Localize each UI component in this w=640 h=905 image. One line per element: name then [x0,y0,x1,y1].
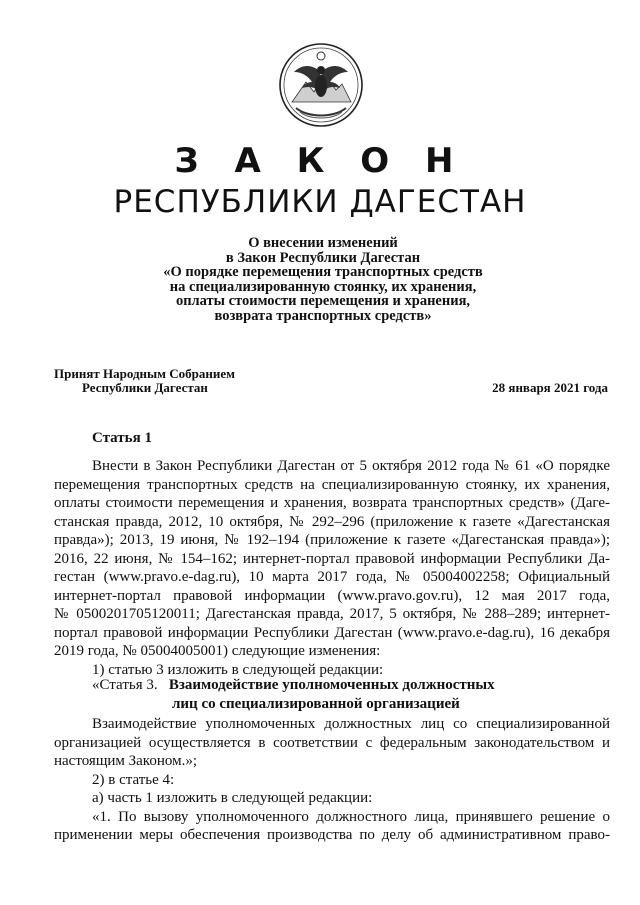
paragraph-line: 2019 года, № 05004005001) следующие изменения: [54,643,381,659]
subject-line: в Закон Республики Дагестан [225,249,421,266]
quote-line: применении меры обеспечения производства по делу об административном право- [54,827,610,843]
paragraph-line: правда»); 2013, 19 июня, № 192–194 (приложение к газете «Дагестанская правда»); [54,532,610,548]
paragraph-line: интернет-портал правовой информации (www.pravo.gov.ru), 12 мая 2017 года, [54,587,610,604]
adoption-line-2: Республики Дагестан [82,380,208,395]
paragraph-line: гестан (www.pravo.e-dag.ru), 10 марта 2017 года, № 05004002258; Официальный [54,569,610,585]
article-heading: Статья 1 [92,430,152,446]
subject-line: «О порядке перемещения транспортных средств [163,264,483,280]
paragraph-line: перемещения транспортных средств на специализированную стоянку, их хранения, [54,476,610,493]
article-body [54,457,610,679]
sub-article-title-line-2: лиц со специализированной организацией [172,695,460,712]
paragraph-line: Внести в Закон Республики Дагестан от 5 октября 2012 года № 61 «О порядке [92,458,610,474]
paragraph-line: организацией осуществляется в соответствии с федеральным законодательством и [54,734,610,751]
law-title: З А К О Н [174,141,466,181]
paragraph-line: станская правда, 2012, 10 октября, № 292–296 (приложение к газете «Дагестанская [54,513,610,530]
paragraph-line: № 0500201705120011; Дагестанская правда, 2017, 5 октября, № 288–289; интернет- [54,606,610,622]
sub-article-number: «Статья 3. [92,677,158,693]
list-item: а) часть 1 изложить в следующей редакции: [92,790,373,806]
law-subject [80,236,566,323]
paragraph-line: 2016, 22 июня, № 154–162; интернет-портал правовой информации Республики Да- [54,550,610,567]
article-body-continued [54,715,610,845]
sub-article-heading [54,676,610,713]
adoption-date: 28 января 2021 года [492,380,608,395]
subject-line: О внесении изменений [248,235,398,251]
subject-line: возврата транспортных средств» [214,307,432,324]
paragraph-line: Взаимодействие уполномоченных должностных лиц со специализированной [92,716,610,732]
sub-article-title-line-1 [54,676,610,695]
coat-of-arms-emblem [278,42,364,128]
adoption-info [54,367,235,395]
list-item: 2) в статье 4: [92,771,175,788]
sub-article-title: Взаимодействие уполномоченных должностных [168,677,495,693]
paragraph-line: портал правовой информации Республики Дагестан (www.pravo.e-dag.ru), 16 декабря [54,624,610,641]
adoption-line-1: Принят Народным Собранием [54,366,236,381]
law-subtitle: РЕСПУБЛИКИ ДАГЕСТАН [113,184,527,220]
list-item: 1) статью 3 изложить в следующей редакции: [92,661,384,678]
paragraph-line: настоящим Законом.»; [54,753,197,769]
subject-line: на специализированную стоянку, их хранения, [169,278,477,295]
paragraph-line: оплаты стоимости перемещения и хранения, возврата транспортных средств» (Даге- [54,495,610,511]
subject-line: оплаты стоимости перемещения и хранения, [175,293,471,309]
quote-line: «1. По вызову уполномоченного должностного лица, принявшего решение о [92,808,610,825]
